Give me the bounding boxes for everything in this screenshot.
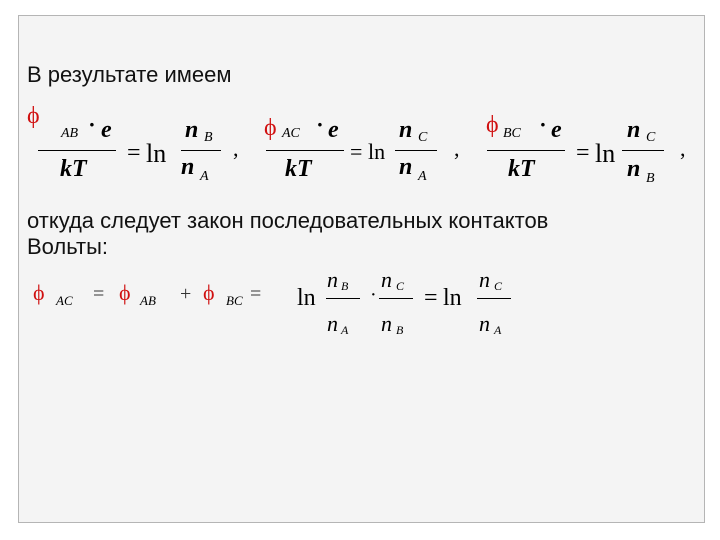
ln-symbol: ln (297, 285, 316, 311)
charge-e: e (101, 117, 112, 143)
subscript-bc: BC (226, 293, 243, 308)
intro-text: В результате имеем (27, 62, 232, 87)
phi-symbol: ϕ (203, 280, 215, 305)
n-numerator: n (627, 117, 641, 143)
phi-symbol: ϕ (33, 280, 45, 305)
fraction-bar (477, 298, 511, 299)
n-numerator: n (399, 117, 413, 143)
ln-symbol: ln (146, 139, 167, 168)
subscript-ab: AB (61, 126, 79, 141)
dot-symbol: · (370, 284, 377, 306)
ln-symbol: ln (368, 139, 386, 164)
ln-symbol: ln (443, 285, 462, 311)
subscript-c: C (494, 279, 503, 293)
comma: , (680, 136, 686, 161)
subscript-b: B (204, 130, 213, 145)
n-numerator: n (327, 267, 338, 292)
n-numerator: n (381, 267, 392, 292)
subscript-a: A (341, 323, 349, 337)
subscript-c: C (418, 130, 428, 145)
subscript-ac: AC (56, 293, 73, 308)
n-denominator: n (627, 156, 641, 182)
fraction-bar (395, 150, 437, 151)
dot-symbol: · (317, 112, 323, 137)
n-denominator: n (181, 154, 195, 180)
comma: , (233, 136, 239, 161)
fraction-bar (326, 298, 360, 299)
equals-sign: = (127, 140, 141, 166)
dot-symbol: · (89, 112, 95, 137)
subscript-b: B (646, 171, 655, 186)
charge-e: e (551, 117, 562, 143)
subscript-c: C (396, 279, 405, 293)
charge-e: e (328, 117, 339, 143)
kt-denominator: kT (60, 156, 87, 182)
fraction-bar (181, 150, 221, 151)
subscript-ac: AC (282, 126, 300, 141)
equals-sign: = (93, 283, 105, 305)
n-denominator: n (381, 311, 392, 336)
n-numerator: n (479, 267, 490, 292)
subscript-b: B (341, 279, 349, 293)
fraction-bar (38, 150, 116, 151)
equals-sign: = (576, 140, 590, 166)
subscript-bc: BC (503, 126, 521, 141)
subscript-ab: AB (140, 293, 156, 308)
equals-sign: = (424, 285, 438, 311)
fraction-bar (487, 150, 565, 151)
equals-sign: = (350, 139, 363, 164)
fraction-bar (622, 150, 664, 151)
dot-symbol: · (540, 112, 546, 137)
ln-symbol: ln (595, 139, 616, 168)
fraction-bar (379, 298, 413, 299)
n-denominator: n (479, 311, 490, 336)
phi-symbol: ϕ (27, 103, 40, 129)
fraction-bar (266, 150, 344, 151)
plus-sign: + (180, 283, 192, 305)
subscript-a: A (418, 169, 427, 184)
kt-denominator: kT (508, 156, 535, 182)
n-numerator: n (185, 117, 199, 143)
conclusion-line-2: Вольты: (27, 234, 109, 259)
phi-symbol: ϕ (486, 112, 499, 138)
subscript-b: B (396, 323, 404, 337)
subscript-a: A (494, 323, 502, 337)
kt-denominator: kT (285, 156, 312, 182)
subscript-a: A (200, 169, 209, 184)
slide (18, 15, 705, 523)
equals-sign: = (250, 283, 262, 305)
conclusion-line-1: откуда следует закон последовательных контактов (27, 208, 549, 233)
phi-symbol: ϕ (119, 280, 131, 305)
comma: , (454, 136, 460, 161)
n-denominator: n (327, 311, 338, 336)
phi-symbol: ϕ (264, 115, 277, 141)
subscript-c: C (646, 130, 656, 145)
n-denominator: n (399, 154, 413, 180)
